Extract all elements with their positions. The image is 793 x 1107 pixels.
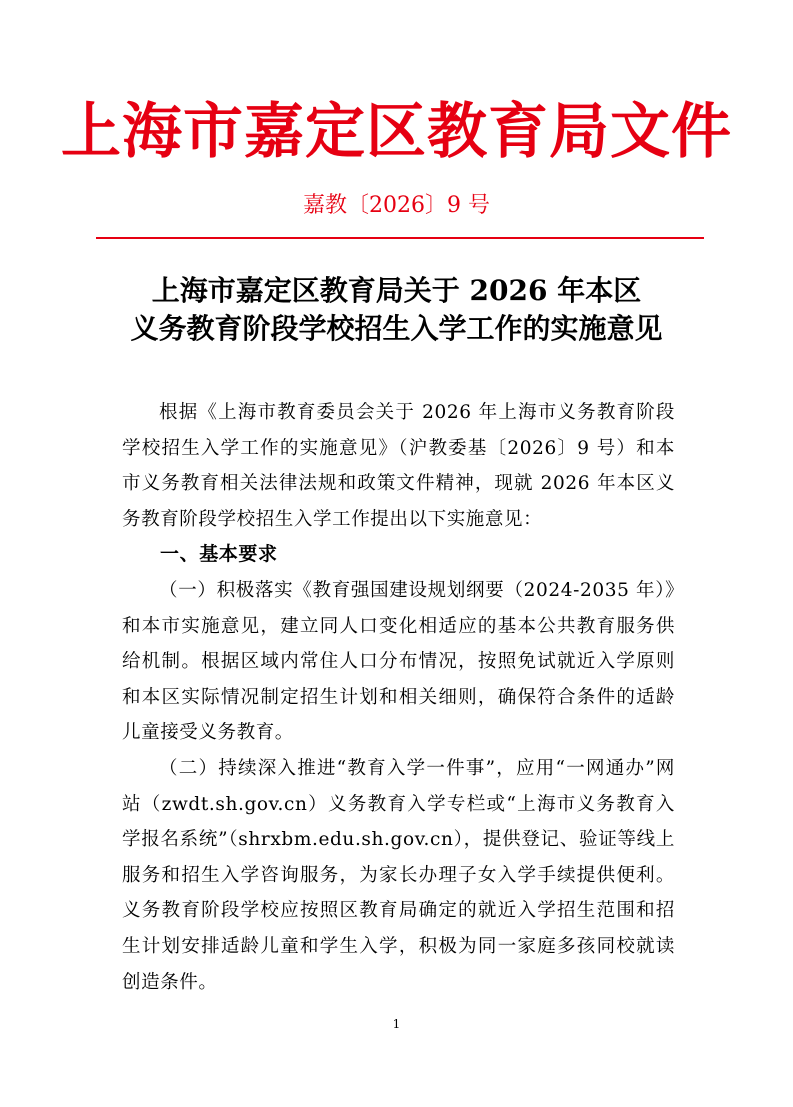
intro-paragraph: 根据《上海市教育委员会关于 2026 年上海市义务教育阶段学校招生入学工作的实施意见》（沪教委基〔2026〕9 号）和本市义务教育相关法律法规和政策文件精神，现就 2026 年本区义务教育阶段学校招生入学工作提出以下实施意见： (122, 402, 675, 530)
document-number: 嘉教〔2026〕9 号 (303, 193, 490, 218)
document-title (60, 272, 733, 348)
document-title-line-2: 义务教育阶段学校招生入学工作的实施意见 (130, 312, 663, 345)
document-title-line-1: 上海市嘉定区教育局关于 2026 年本区 (151, 274, 642, 307)
page-number: 1 (392, 1017, 401, 1031)
section-heading-basic-requirements: 一、基本要求 (160, 543, 278, 566)
header-divider (96, 237, 704, 239)
document-header-title: 上海市嘉定区教育局文件 (61, 97, 732, 167)
paragraph-item-1: （一）积极落实《教育强国建设规划纲要（2024-2035 年）》和本市实施意见，建立同人口变化相适应的基本公共教育服务供给机制。根据区域内常住人口分布情况，按照免试就近入学原则和本区实际情况制定招生计划和相关细则，确保符合条件的适龄儿童接受义务教育。 (122, 579, 675, 744)
document-body (122, 395, 675, 1000)
paragraph-item-2: （二）持续深入推进“教育入学一件事”，应用“一网通办”网站（zwdt.sh.gov.cn）义务教育入学专栏或“上海市义务教育入学报名系统”（shrxbm.edu.sh.gov.cn），提供登记、验证等线上服务和招生入学咨询服务，为家长办理子女入学手续提供便利。义务教育阶段学校应按照区教育局确定的就近入学招生范围和招生计划安排适龄儿童和学生入学，积极为同一家庭多孩同校就读创造条件。 (122, 757, 675, 993)
